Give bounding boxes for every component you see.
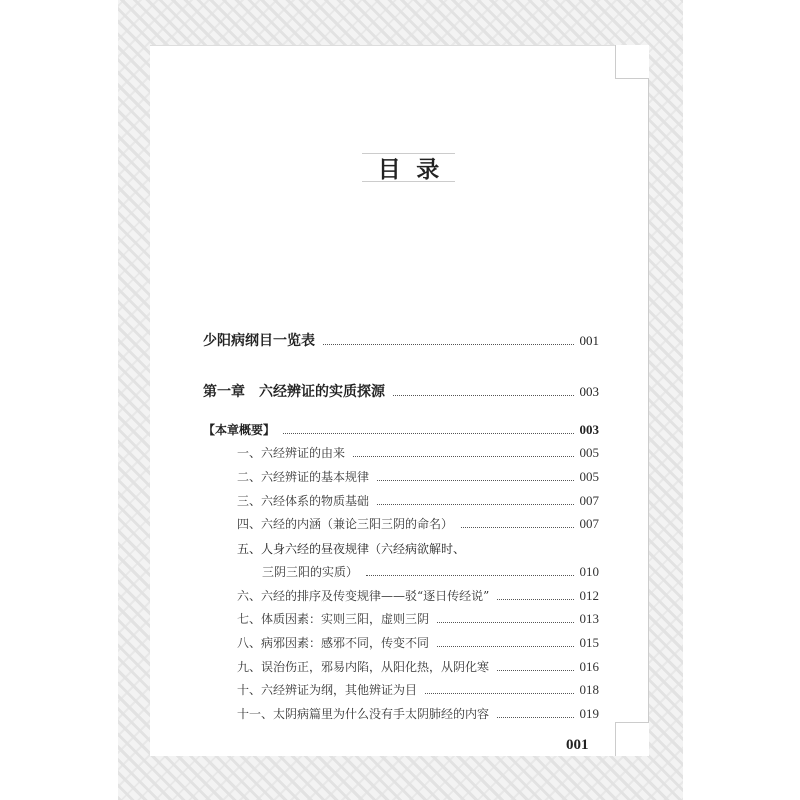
entry-title: 七、体质因素：实则三阳，虚则三阴 <box>237 612 430 626</box>
corner-ornament <box>615 722 649 756</box>
toc-entry[interactable] <box>237 516 599 532</box>
entry-title: 【本章概要】 <box>203 423 276 437</box>
page-number: 007 <box>579 516 599 531</box>
page-number: 015 <box>579 635 599 650</box>
entry-title: 十一、太阴病篇里为什么没有手太阴肺经的内容 <box>237 707 490 721</box>
toc-entry[interactable] <box>237 588 599 604</box>
dot-leader <box>437 646 573 647</box>
title-char: 录 <box>416 156 440 183</box>
toc-entry[interactable] <box>237 611 599 627</box>
title-char: 目 <box>377 156 401 183</box>
entry-title: 四、六经的内涵（兼论三阳三阴的命名） <box>237 517 454 531</box>
page-number: 003 <box>579 384 599 399</box>
corner-ornament <box>615 45 649 79</box>
page-number: 012 <box>579 588 599 603</box>
dot-leader <box>461 527 573 528</box>
page-number: 001 <box>579 333 599 348</box>
entry-title-line2: 三阴三阳的实质） <box>262 565 359 579</box>
dot-leader <box>437 622 573 623</box>
page-folio: 001 <box>566 737 589 753</box>
page-number: 016 <box>579 659 599 674</box>
entry-title: 第一章 六经辨证的实质探源 <box>203 384 385 400</box>
entry-title: 二、六经辨证的基本规律 <box>237 470 370 484</box>
dot-leader <box>497 670 573 671</box>
toc-entry[interactable] <box>203 422 599 438</box>
entry-title: 六、六经的排序及传变规律——驳“逐日传经说” <box>237 589 490 603</box>
toc-entry[interactable] <box>237 706 599 722</box>
page-number: 005 <box>579 445 599 460</box>
entry-title: 九、误治伤正，邪易内陷，从阳化热，从阴化寒 <box>237 660 490 674</box>
page-number: 005 <box>579 469 599 484</box>
dot-leader <box>366 575 573 576</box>
dot-leader <box>425 693 573 694</box>
page-number: 003 <box>579 422 599 437</box>
toc-entry[interactable] <box>237 445 599 461</box>
page-number: 019 <box>579 706 599 721</box>
dot-leader <box>377 480 573 481</box>
dot-leader <box>497 599 573 600</box>
dot-leader <box>353 456 573 457</box>
page-number: 010 <box>579 564 599 579</box>
toc-entry[interactable] <box>262 564 599 580</box>
toc-entry[interactable] <box>237 493 599 509</box>
entry-title: 三、六经体系的物质基础 <box>237 494 370 508</box>
dot-leader <box>497 717 573 718</box>
entry-title: 十、六经辨证为纲，其他辨证为目 <box>237 683 418 697</box>
entry-title: 八、病邪因素：感邪不同，传变不同 <box>237 636 430 650</box>
toc-chapter[interactable] <box>203 384 599 400</box>
page-number: 007 <box>579 493 599 508</box>
page-number: 018 <box>579 682 599 697</box>
toc-entry[interactable] <box>237 635 599 651</box>
toc-entry[interactable] <box>237 682 599 698</box>
toc-entry[interactable] <box>237 469 599 485</box>
page-title <box>362 153 455 182</box>
entry-title: 少阳病纲目一览表 <box>203 333 315 349</box>
entry-title: 一、六经辨证的由来 <box>237 446 346 460</box>
entry-title-line1[interactable]: 五、人身六经的昼夜规律（六经病欲解时、 <box>237 542 466 556</box>
dot-leader <box>323 344 574 345</box>
dot-leader <box>283 433 573 434</box>
page-number: 013 <box>579 611 599 626</box>
dot-leader <box>393 395 574 396</box>
toc-entry[interactable] <box>237 659 599 675</box>
toc-entry[interactable] <box>203 333 599 349</box>
dot-leader <box>377 504 573 505</box>
